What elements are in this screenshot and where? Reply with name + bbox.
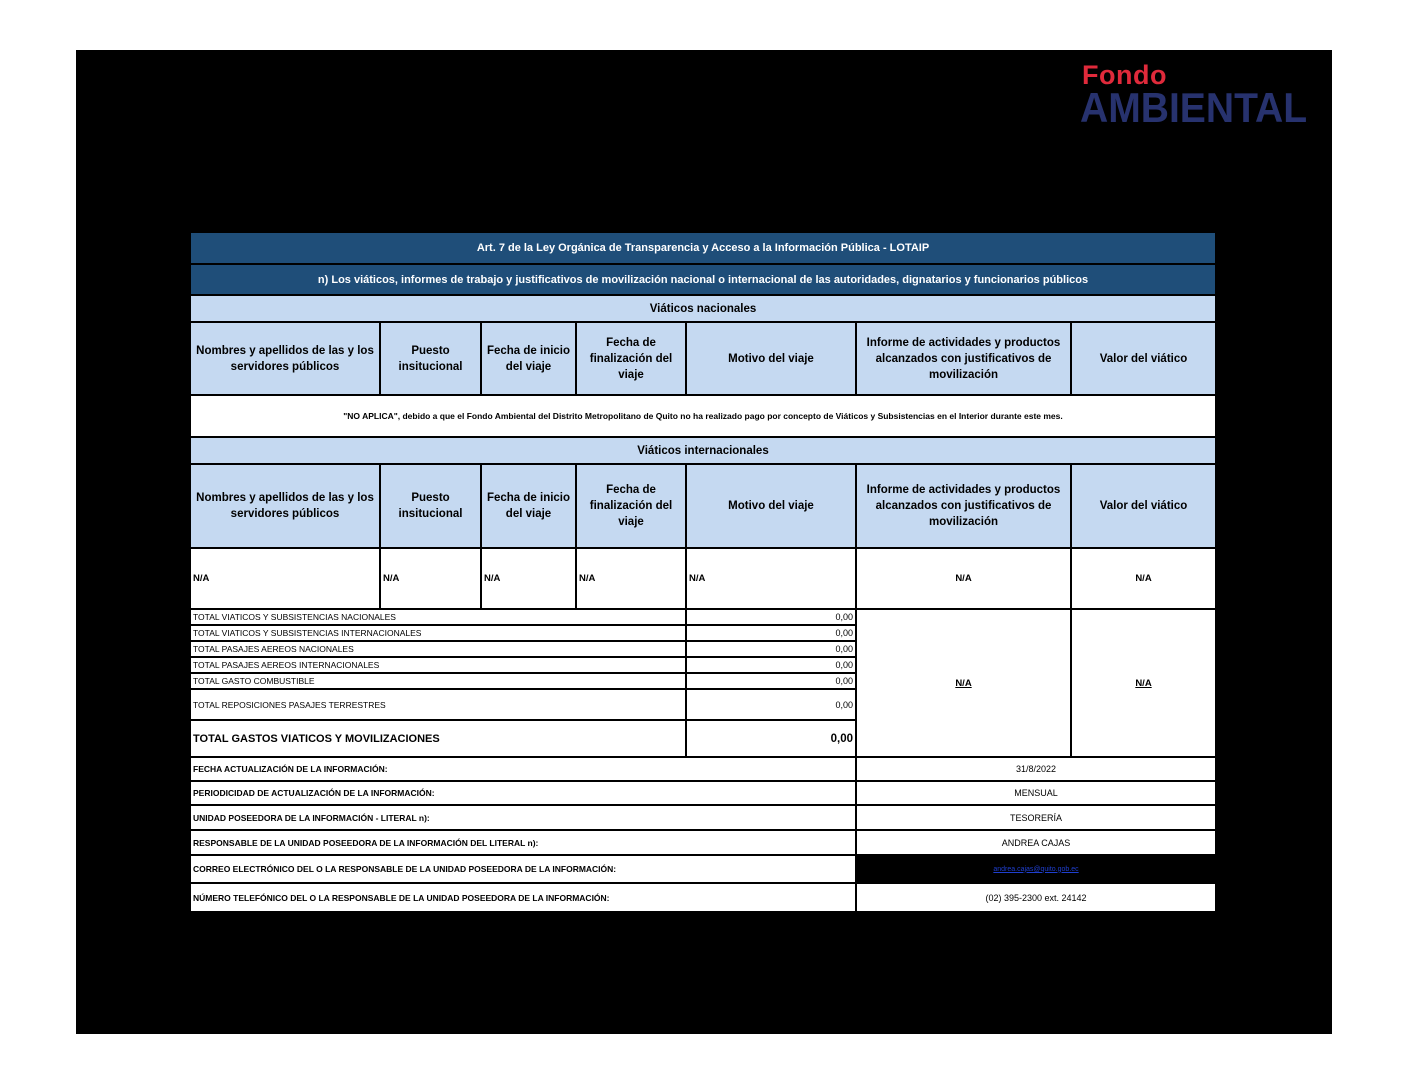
col-header-puesto: Puesto insitucional	[380, 464, 481, 548]
table-cell: N/A	[380, 548, 481, 609]
grand-total-label: TOTAL GASTOS VIATICOS Y MOVILIZACIONES	[190, 720, 686, 757]
total-label: TOTAL PASAJES AEREOS NACIONALES	[190, 641, 686, 657]
email-link[interactable]: andrea.cajas@quito.gob.ec	[993, 865, 1079, 873]
col-header-motivo: Motivo del viaje	[686, 464, 856, 548]
col-header-informe: Informe de actividades y productos alcanzados con justificativos de movilización	[856, 464, 1071, 548]
footer-label-responsable: RESPONSABLE DE LA UNIDAD POSEEDORA DE LA INFORMACIÓN DEL LITERAL n):	[190, 830, 856, 855]
total-value: 0,00	[686, 609, 856, 625]
footer-value-correo-cell	[856, 855, 1216, 883]
logo-line-2: AMBIENTAL	[1080, 84, 1308, 131]
totals-informe-na: N/A	[856, 609, 1071, 757]
footer-value-periodicidad: MENSUAL	[856, 781, 1216, 805]
total-value: 0,00	[686, 625, 856, 641]
col-header-valor: Valor del viático	[1071, 322, 1216, 395]
col-header-valor: Valor del viático	[1071, 464, 1216, 548]
table-cell: N/A	[190, 548, 380, 609]
logo-line-1: Fondo	[1082, 60, 1167, 90]
no-aplica-note: "NO APLICA", debido a que el Fondo Ambiental del Distrito Metropolitano de Quito no ha realizado pago por concepto de Viáticos y Subsistencias en el Interior durante este mes.	[190, 395, 1216, 437]
table-cell: N/A	[856, 548, 1071, 609]
table-cell: N/A	[686, 548, 856, 609]
total-label: TOTAL VIATICOS Y SUBSISTENCIAS NACIONALES	[190, 609, 686, 625]
total-label: TOTAL PASAJES AEREOS INTERNACIONALES	[190, 657, 686, 673]
table-subtitle: n) Los viáticos, informes de trabajo y justificativos de movilización nacional o internacional de las autoridades, dignatarios y funcionarios públicos	[190, 264, 1216, 295]
footer-value-unidad: TESORERÍA	[856, 805, 1216, 830]
section-title-internacionales: Viáticos internacionales	[190, 437, 1216, 464]
footer-label-unidad: UNIDAD POSEEDORA DE LA INFORMACIÓN - LITERAL n):	[190, 805, 856, 830]
totals-valor-na: N/A	[1071, 609, 1216, 757]
footer-label-correo: CORREO ELECTRÓNICO DEL O LA RESPONSABLE DE LA UNIDAD POSEEDORA DE LA INFORMACIÓN:	[190, 855, 856, 883]
col-header-fecha-fin: Fecha de finalización del viaje	[576, 464, 686, 548]
table-title: Art. 7 de la Ley Orgánica de Transparencia y Acceso a la Información Pública - LOTAIP	[190, 232, 1216, 264]
total-label: TOTAL GASTO COMBUSTIBLE	[190, 673, 686, 689]
col-header-puesto: Puesto insitucional	[380, 322, 481, 395]
col-header-informe: Informe de actividades y productos alcanzados con justificativos de movilización	[856, 322, 1071, 395]
total-value: 0,00	[686, 673, 856, 689]
col-header-fecha-fin: Fecha de finalización del viaje	[576, 322, 686, 395]
total-value: 0,00	[686, 641, 856, 657]
total-value: 0,00	[686, 689, 856, 720]
footer-value-fecha: 31/8/2022	[856, 757, 1216, 781]
col-header-fecha-inicio: Fecha de inicio del viaje	[481, 322, 576, 395]
fondo-ambiental-logo	[1080, 60, 1325, 130]
grand-total-value: 0,00	[686, 720, 856, 757]
col-header-nombres: Nombres y apellidos de las y los servidores públicos	[190, 322, 380, 395]
col-header-motivo: Motivo del viaje	[686, 322, 856, 395]
total-value: 0,00	[686, 657, 856, 673]
total-label: TOTAL REPOSICIONES PASAJES TERRESTRES	[190, 689, 686, 720]
table-cell: N/A	[1071, 548, 1216, 609]
section-title-nacionales: Viáticos nacionales	[190, 295, 1216, 322]
col-header-fecha-inicio: Fecha de inicio del viaje	[481, 464, 576, 548]
footer-value-responsable: ANDREA CAJAS	[856, 830, 1216, 855]
footer-label-fecha: FECHA ACTUALIZACIÓN DE LA INFORMACIÓN:	[190, 757, 856, 781]
col-header-nombres: Nombres y apellidos de las y los servidores públicos	[190, 464, 380, 548]
total-label: TOTAL VIATICOS Y SUBSISTENCIAS INTERNACIONALES	[190, 625, 686, 641]
table-cell: N/A	[576, 548, 686, 609]
table-cell: N/A	[481, 548, 576, 609]
footer-label-telefono: NÚMERO TELEFÓNICO DEL O LA RESPONSABLE DE LA UNIDAD POSEEDORA DE LA INFORMACIÓN:	[190, 883, 856, 912]
footer-label-periodicidad: PERIODICIDAD DE ACTUALIZACIÓN DE LA INFORMACIÓN:	[190, 781, 856, 805]
footer-value-telefono: (02) 395-2300 ext. 24142	[856, 883, 1216, 912]
